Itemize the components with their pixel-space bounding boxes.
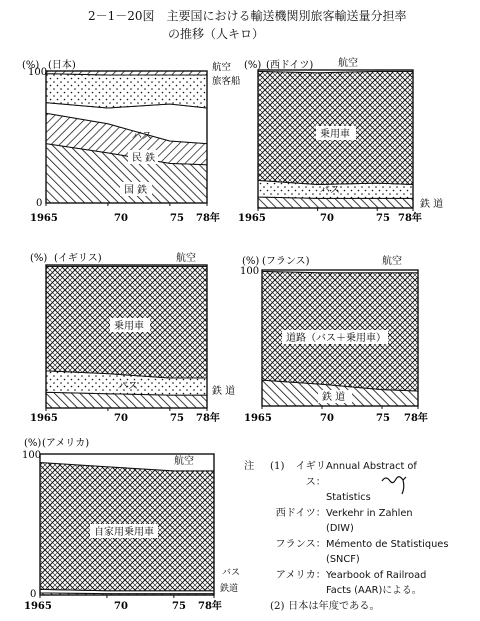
chart-fr-xtick-70: 70 <box>320 413 334 424</box>
chart-japan-xtick-1965: 1965 <box>30 213 58 224</box>
chart-fr-xtick-75: 75 <box>376 413 390 424</box>
note-uk-text-cont: Statistics <box>326 492 371 503</box>
chart-us-label-car: 自家用乗用車 <box>94 527 154 538</box>
chart-uk-xtick-78: 78年 <box>196 413 220 424</box>
chart-us-label-bus: バス <box>222 568 241 578</box>
chart-usa <box>22 437 240 612</box>
note-japan <box>244 599 478 615</box>
chart-japan-xtick-75: 75 <box>170 213 184 224</box>
chart-uk-label-air: 航空 <box>176 253 196 264</box>
chart-uk <box>30 251 235 424</box>
chart-fr-label-rail: 鉄 道 <box>322 392 346 403</box>
chart-uk-label-rail: 鉄 道 <box>212 386 236 397</box>
note-index-1: (1) <box>270 461 285 472</box>
chart-uk-country: (イギリス) <box>54 253 102 264</box>
note-us-label: アメリカ： <box>275 569 326 581</box>
chart-japan-label-air: 航空 <box>212 62 232 73</box>
chart-wg-label-air: 航空 <box>338 58 358 69</box>
chart-japan-label-rail: 国 鉄 <box>124 185 148 196</box>
note-us <box>244 568 478 584</box>
chart-wg-xtick-75: 75 <box>376 213 390 224</box>
note-uk-label: イギリス： <box>295 461 326 488</box>
chart-uk-xtick-75: 75 <box>170 413 184 424</box>
chart-wg-xtick-1965: 1965 <box>238 213 266 224</box>
note-wg-label: 西ドイツ： <box>275 507 326 519</box>
chart-wg-xtick-70: 70 <box>320 213 334 224</box>
chart-wg-label-car: 乗用車 <box>320 129 350 140</box>
chart-france <box>240 254 428 424</box>
note-fr-label: フランス： <box>275 538 326 550</box>
note-japan-text: 日本は年度である。 <box>288 600 380 612</box>
note-fr-text: Mémento de Statistiques <box>326 538 449 550</box>
chart-us-ytick-0: 0 <box>30 589 37 600</box>
chart-us-unit: (%) <box>24 438 42 449</box>
chart-japan-ytick-100: 100 <box>28 67 48 78</box>
chart-uk-xtick-1965: 1965 <box>30 413 58 424</box>
note-uk <box>244 459 478 490</box>
chart-japan-label-ship: 旅客船 <box>212 76 241 87</box>
chart-japan-label-bus: バス <box>132 131 152 142</box>
chart-japan-country: (日本) <box>48 60 76 71</box>
chart-us-xtick-70: 70 <box>114 601 128 612</box>
note-uk-text: Annual Abstract of <box>326 461 417 472</box>
figure-title-line1: 2－1－20図 主要国における輸送機関別旅客輸送量分担率 <box>88 9 407 23</box>
chart-fr-country: (フランス) <box>262 256 310 267</box>
note-us-text: Yearbook of Railroad <box>326 569 427 581</box>
note-fr <box>244 537 478 553</box>
note-wg-text: Verkehr in Zahlen <box>326 507 413 519</box>
note-wg-text-cont: (DIW) <box>326 523 354 534</box>
note-us-text-cont: Facts (AAR)による。 <box>326 585 422 596</box>
note-wg <box>244 506 478 522</box>
chart-us-xtick-75: 75 <box>172 601 186 612</box>
chart-fr-xtick-78: 78年 <box>404 413 428 424</box>
chart-fr-label-air: 航空 <box>382 256 402 267</box>
chart-fr-unit: (%) <box>242 256 260 267</box>
note-heading: 注 <box>244 461 255 472</box>
chart-wg-xtick-78: 78年 <box>398 213 422 224</box>
japan-area-3 <box>46 74 207 108</box>
chart-japan-label-private: 民 鉄 <box>132 153 156 164</box>
chart-uk-xtick-70: 70 <box>114 413 128 424</box>
note-fr-text-cont: (SNCF) <box>326 554 360 565</box>
figure-title-line2: の推移（人キロ） <box>168 27 265 41</box>
chart-uk-label-car: 乗用車 <box>114 321 144 332</box>
chart-wg-label-rail: 鉄 道 <box>420 199 444 210</box>
chart-wg-country: (西ドイツ) <box>266 60 314 71</box>
note-spacer <box>244 599 270 615</box>
chart-japan <box>22 58 241 224</box>
chart-wg-label-bus: バス <box>320 185 340 196</box>
chart-japan-unit: (%) <box>22 60 40 71</box>
chart-japan-ytick-0: 0 <box>36 198 43 209</box>
notes-block <box>244 459 478 614</box>
chart-us-ytick-100: 100 <box>22 450 42 461</box>
chart-japan-xtick-70: 70 <box>114 213 128 224</box>
chart-us-label-air: 航空 <box>174 456 194 467</box>
chart-japan-xtick-78: 78年 <box>196 213 220 224</box>
chart-fr-xtick-1965: 1965 <box>244 413 272 424</box>
chart-west-germany <box>238 56 443 224</box>
chart-uk-label-bus: バス <box>118 381 138 392</box>
chart-us-label-rail: 鉄道 <box>220 584 239 594</box>
chart-us-country: (アメリカ) <box>42 438 90 449</box>
chart-uk-unit: (%) <box>30 253 48 264</box>
chart-fr-ytick-100: 100 <box>240 266 260 277</box>
chart-wg-unit: (%) <box>244 60 262 71</box>
note-index-2: (2) <box>270 600 285 612</box>
chart-fr-label-road: 道路（バス＋乗用車） <box>286 333 386 344</box>
chart-us-xtick-78: 78年 <box>198 601 222 612</box>
chart-us-xtick-1965: 1965 <box>24 601 52 612</box>
